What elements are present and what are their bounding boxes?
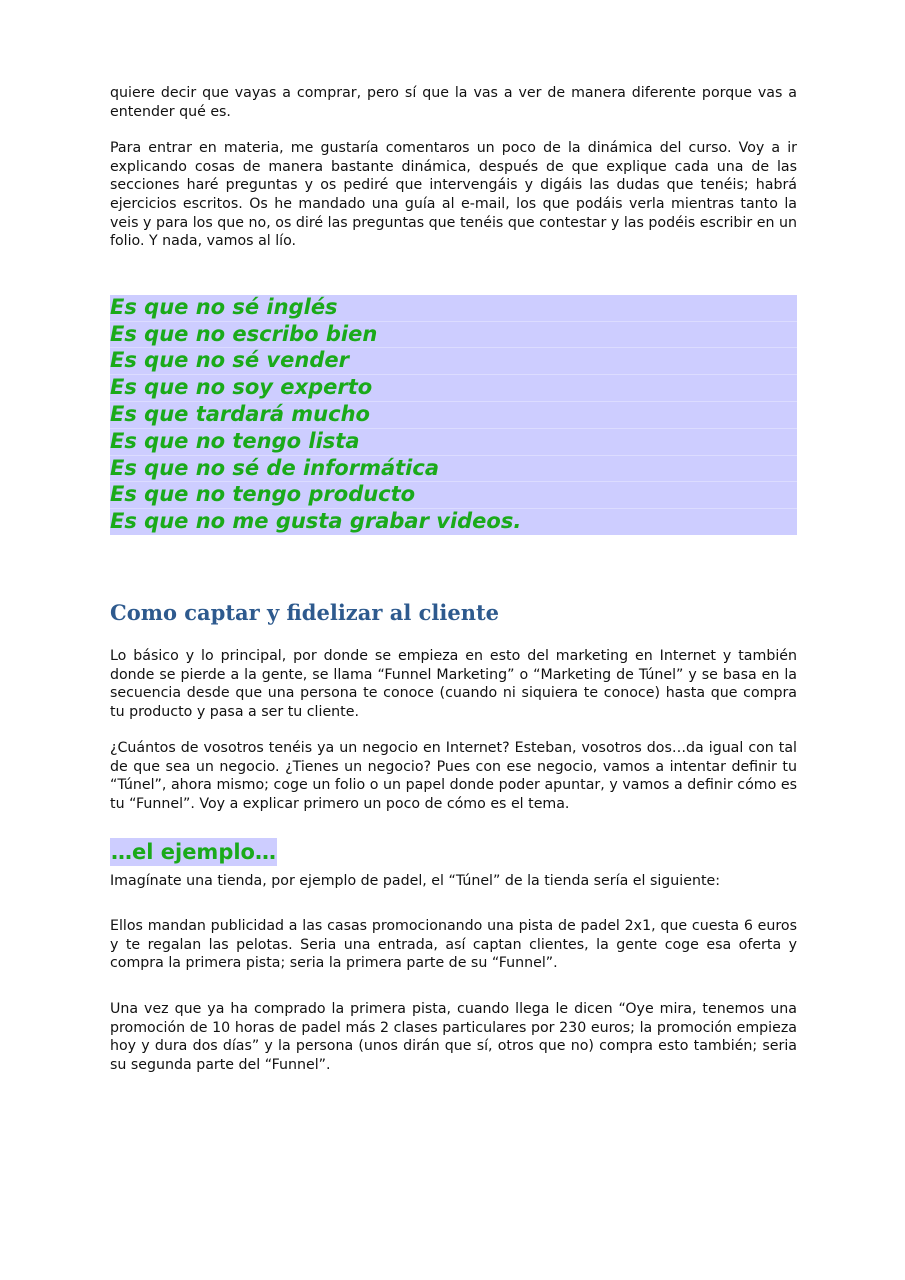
excuse-item: Es que no tengo lista	[110, 429, 797, 456]
excuse-item: Es que no sé de informática	[110, 456, 797, 483]
example-heading-wrapper	[110, 838, 797, 872]
excuse-item: Es que tardará mucho	[110, 402, 797, 429]
excuse-item: Es que no sé inglés	[110, 295, 797, 322]
document-page	[110, 84, 797, 1074]
excuse-item: Es que no sé vender	[110, 348, 797, 375]
excuse-item: Es que no escribo bien	[110, 322, 797, 349]
paragraph-example-step-2: Una vez que ya ha comprado la primera pista, cuando llega le dicen “Oye mira, tenemos una promoción de 10 horas de padel más 2 clases particulares por 230 euros; la promoción empieza hoy y dura dos días” y la persona (unos dirán que sí, otros que no) compra esto también; seria su segunda parte del “Funnel”.	[110, 1001, 797, 1073]
paragraph-course-dynamics: Para entrar en materia, me gustaría comentaros un poco de la dinámica del curso. Voy a ir explicando cosas de manera bastante dinámica, después de que explique cada una de las secciones haré preguntas y os pediré que intervengáis y digáis las dudas que tenéis; habrá ejercicios escritos. Os he mandado una guía al e-mail, los que podáis verla mientras tanto la veis y para los que no, os diré las preguntas que tenéis que contestar y las podéis escribir en un folio. Y nada, vamos al lío.	[110, 140, 797, 250]
paragraph-example-step-1: Ellos mandan publicidad a las casas promocionando una pista de padel 2x1, que cuesta 6 euros y te regalan las pelotas. Seria una entrada, así captan clientes, la gente coge esa oferta y compra la primera pista; seria la primera parte de su “Funnel”.	[110, 918, 797, 972]
paragraph-funnel-exercise: ¿Cuántos de vosotros tenéis ya un negocio en Internet? Esteban, vosotros dos…da igual con tal de que sea un negocio. ¿Tienes un negocio? Pues con ese negocio, vamos a intentar definir tu “Túnel”, ahora mismo; coge un folio o un papel donde poder apuntar, y vamos a definir cómo es tu “Funnel”. Voy a explicar primero un poco de cómo es el tema.	[110, 740, 797, 813]
paragraph-intro-end: quiere decir que vayas a comprar, pero sí que la vas a ver de manera diferente porque vas a entender qué es.	[110, 85, 797, 120]
excuse-item: Es que no tengo producto	[110, 482, 797, 509]
paragraph-funnel-definition: Lo básico y lo principal, por donde se empieza en esto del marketing en Internet y también donde se pierde a la gente, se llama “Funnel Marketing” o “Marketing de Túnel” y se basa en la secuencia desde que una persona te conoce (cuando ni siquiera te conoce) hasta que compra tu producto y pasa a ser tu cliente.	[110, 647, 797, 720]
excuses-list	[110, 295, 797, 535]
paragraph-example-intro: Imagínate una tienda, por ejemplo de padel, el “Túnel” de la tienda sería el siguiente:	[110, 872, 721, 889]
example-heading: …el ejemplo…	[111, 839, 276, 864]
excuse-item: Es que no soy experto	[110, 375, 797, 402]
excuse-item: Es que no me gusta grabar videos.	[110, 509, 522, 534]
section-heading: Como captar y fidelizar al cliente	[110, 599, 500, 625]
